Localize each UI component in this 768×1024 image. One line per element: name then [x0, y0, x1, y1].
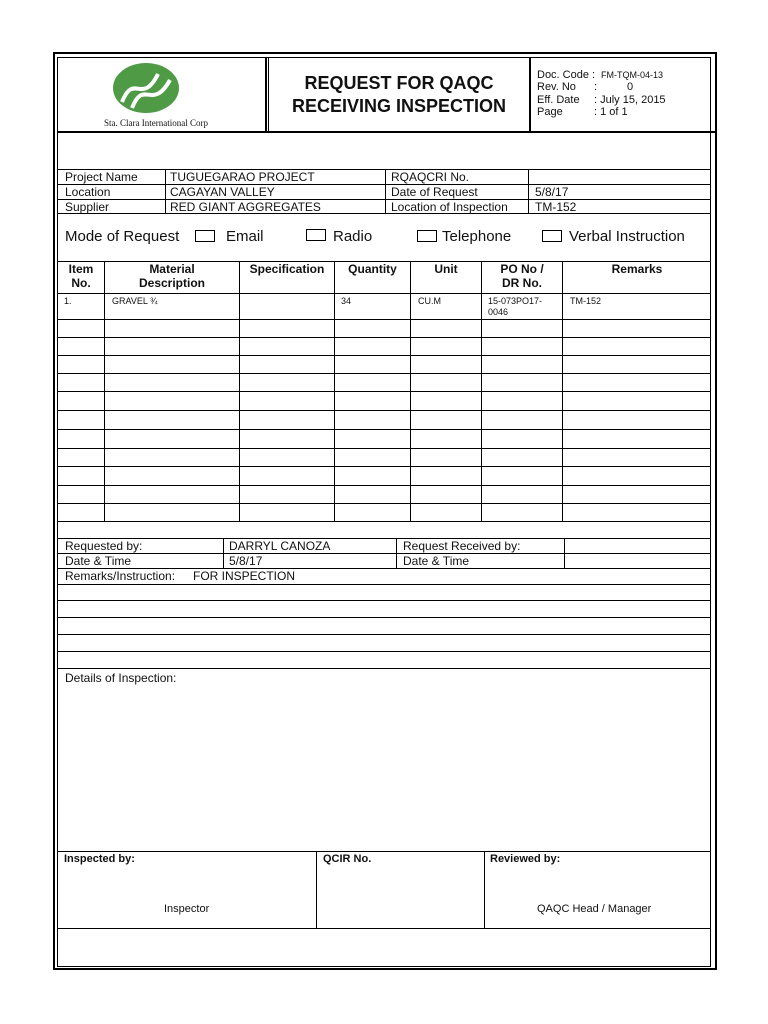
qcir-no-label: QCIR No.	[323, 853, 372, 865]
project-name-value: TUGUEGARAO PROJECT	[170, 170, 315, 184]
page-label: Page	[537, 106, 563, 118]
items-table-col-rule	[410, 261, 411, 521]
row1-item-no: 1.	[64, 296, 72, 306]
doc-code-label: Doc. Code :	[537, 69, 596, 81]
items-table-row-rule	[57, 466, 711, 467]
info-col-divider	[528, 169, 529, 213]
items-table-row-rule	[57, 485, 711, 486]
rev-value: 0	[627, 81, 634, 93]
page-value: : 1 of 1	[594, 106, 628, 118]
items-table-row-rule	[57, 503, 711, 504]
info-rule	[57, 184, 711, 185]
items-table-row-rule	[57, 429, 711, 430]
info-rule	[57, 213, 711, 214]
signoff-top-rule	[57, 851, 711, 852]
qaqc-head-caption: QAQC Head / Manager	[537, 903, 652, 915]
signoff-col-divider	[316, 851, 317, 928]
radio-option-label: Radio	[333, 228, 373, 245]
items-table-col-rule	[334, 261, 335, 521]
date-time-label: Date & Time	[65, 554, 132, 568]
rev-colon: :	[594, 81, 598, 93]
telephone-checkbox[interactable]	[417, 230, 437, 242]
remarks-rule	[57, 634, 711, 635]
telephone-option-label: Telephone	[442, 228, 512, 245]
items-table-row-rule	[57, 373, 711, 374]
items-table-row-rule	[57, 337, 711, 338]
items-table-row-rule	[57, 521, 711, 522]
eff-date-label: Eff. Date	[537, 94, 580, 106]
row1-unit: CU.M	[418, 296, 441, 306]
col-header-unit: Unit	[434, 262, 458, 276]
remarks-rule	[57, 651, 711, 652]
header-divider	[268, 57, 269, 132]
col-header-po-dr: PO No / DR No.	[500, 262, 544, 290]
col-header-material: Material Description	[138, 262, 205, 290]
reviewed-by-label: Reviewed by:	[490, 853, 561, 865]
row1-material: GRAVEL ¾	[112, 296, 158, 306]
details-of-inspection-label: Details of Inspection:	[65, 671, 177, 685]
received-date-time-label: Date & Time	[403, 554, 470, 568]
email-option-label: Email	[226, 228, 264, 245]
project-name-label: Project Name	[65, 170, 138, 184]
request-received-by-label: Request Received by:	[403, 539, 521, 553]
col-header-quantity: Quantity	[348, 262, 397, 276]
form-title-line1: REQUEST FOR QAQC	[304, 73, 494, 93]
verbal-instruction-option-label: Verbal Instruction	[569, 228, 685, 245]
items-table-header-rule	[57, 293, 711, 294]
col-header-remarks: Remarks	[611, 262, 663, 276]
location-of-inspection-label: Location of Inspection	[391, 200, 508, 214]
info-col-divider	[385, 169, 386, 213]
remarks-rule	[57, 584, 711, 585]
col-header-item: Item No.	[68, 262, 94, 290]
remarks-instruction-label: Remarks/Instruction:	[65, 569, 176, 583]
remarks-instruction-value: FOR INSPECTION	[193, 569, 296, 583]
inspector-caption: Inspector	[164, 903, 210, 915]
signoff-col-divider	[484, 851, 485, 928]
request-rule	[57, 553, 711, 554]
remarks-rule	[57, 600, 711, 601]
signoff-bottom-rule	[57, 928, 711, 929]
row1-remarks: TM-152	[570, 296, 602, 306]
items-table-row-rule	[57, 410, 711, 411]
supplier-label: Supplier	[65, 200, 110, 214]
items-table-row-rule	[57, 391, 711, 392]
row1-po-dr: 15-073PO17- 0046	[488, 296, 543, 317]
form-title-line2: RECEIVING INSPECTION	[291, 96, 507, 116]
request-col-divider	[223, 538, 224, 568]
location-value: CAGAYAN VALLEY	[170, 185, 275, 199]
eff-date-value: : July 15, 2015	[594, 94, 666, 106]
info-rule	[57, 169, 711, 170]
remarks-rule	[57, 617, 711, 618]
info-col-divider	[165, 169, 166, 213]
items-table-row-rule	[57, 355, 711, 356]
col-header-specification: Specification	[249, 262, 325, 276]
location-label: Location	[65, 185, 111, 199]
email-checkbox[interactable]	[195, 230, 215, 242]
rev-label: Rev. No	[537, 81, 576, 93]
form-inner-border	[57, 57, 711, 967]
row1-quantity: 34	[341, 296, 352, 306]
date-of-request-label: Date of Request	[391, 185, 478, 199]
items-table-row-rule	[57, 319, 711, 320]
rqaqcri-label: RQAQCRI No.	[391, 170, 470, 184]
items-table-row-rule	[57, 448, 711, 449]
header-divider	[529, 57, 531, 132]
request-col-divider	[396, 538, 397, 568]
items-table-col-rule	[562, 261, 563, 521]
items-table-col-rule	[481, 261, 482, 521]
mode-of-request-label: Mode of Request	[65, 228, 180, 245]
items-table-col-rule	[104, 261, 105, 521]
company-name: Sta. Clara International Corp	[104, 118, 208, 128]
doc-code-value: FM-TQM-04-13	[601, 70, 664, 80]
remarks-rule	[57, 668, 711, 669]
company-logo	[112, 62, 184, 114]
date-of-request-value: 5/8/17	[535, 185, 569, 199]
verbal-instruction-checkbox[interactable]	[542, 230, 562, 242]
location-of-inspection-value: TM-152	[535, 200, 577, 214]
info-rule	[57, 199, 711, 200]
inspected-by-label: Inspected by:	[64, 853, 135, 865]
items-table-col-rule	[239, 261, 240, 521]
requested-by-label: Requested by:	[65, 539, 143, 553]
header-bottom-rule	[57, 131, 717, 133]
request-rule	[57, 538, 711, 539]
request-col-divider	[564, 538, 565, 568]
header-divider	[265, 57, 267, 132]
requested-by-value: DARRYL CANOZA	[229, 539, 331, 553]
radio-checkbox[interactable]	[306, 229, 326, 241]
supplier-value: RED GIANT AGGREGATES	[170, 200, 321, 214]
date-time-value: 5/8/17	[229, 554, 263, 568]
